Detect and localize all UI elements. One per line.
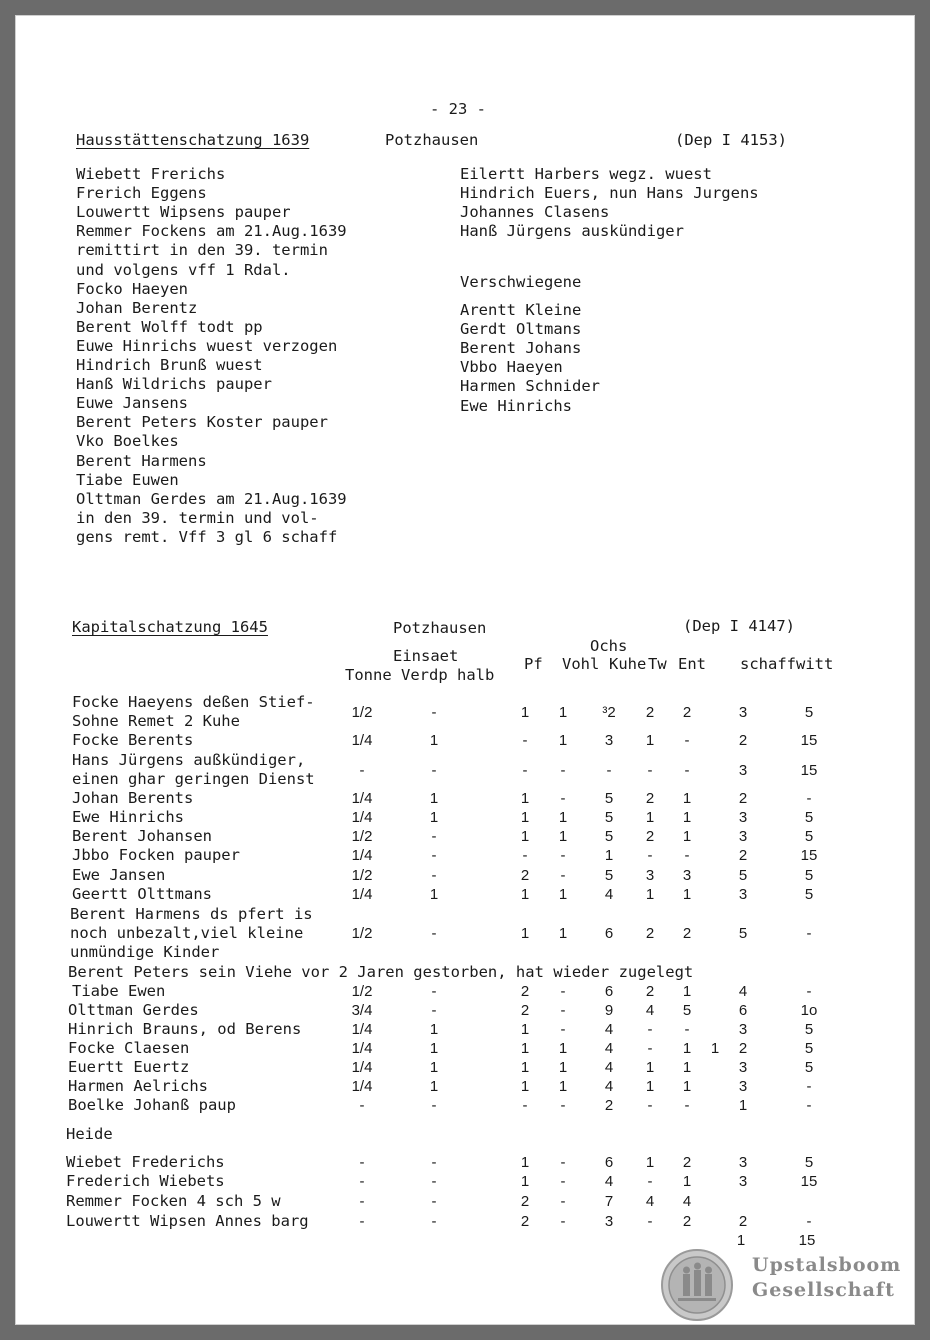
row-value: 2 bbox=[738, 790, 748, 807]
row-value: - bbox=[806, 1213, 812, 1230]
verschwiegene-line: Berent Johans bbox=[460, 339, 582, 358]
row-value: 1 bbox=[520, 1154, 530, 1171]
row-value: - bbox=[359, 1193, 365, 1210]
section1-left-line: und volgens vff 1 Rdal. bbox=[76, 260, 291, 279]
section1-ref: (Dep I 4153) bbox=[675, 131, 787, 149]
row-value: 3 bbox=[604, 732, 614, 749]
row-value: 1 bbox=[738, 1097, 748, 1114]
row-value: 6 bbox=[738, 1002, 748, 1019]
row-value: 1 bbox=[429, 732, 439, 749]
row-value: 2 bbox=[520, 867, 530, 884]
row-value: 1 bbox=[520, 925, 530, 943]
row-value: - bbox=[806, 925, 812, 943]
row-value: 1 bbox=[682, 1059, 692, 1076]
row-value: 1 bbox=[558, 1078, 568, 1095]
row-value: 1 bbox=[520, 1040, 530, 1057]
row-name-line: Jbbo Focken pauper bbox=[72, 846, 240, 864]
row-value: 1 bbox=[682, 809, 692, 826]
row-value: 3 bbox=[645, 867, 655, 884]
column-header-schaff: schaff bbox=[740, 655, 796, 673]
row-value: 1 bbox=[558, 1040, 568, 1057]
row-value: - bbox=[647, 761, 653, 779]
row-name-line: einen ghar geringen Dienst bbox=[72, 770, 315, 789]
row-value: 3 bbox=[738, 809, 748, 826]
row-value: 1 bbox=[645, 732, 655, 749]
row-value: - bbox=[431, 867, 437, 884]
section1-left-line: remittirt in den 39. termin bbox=[76, 241, 328, 260]
row-value: 2 bbox=[520, 1002, 530, 1019]
row-name-line: Berent Peters sein Viehe vor 2 Jaren gestorben, hat wieder zugelegt bbox=[68, 963, 694, 981]
row-value: 1 bbox=[682, 983, 692, 1000]
row-value: 15 bbox=[800, 847, 818, 864]
row-value: 4 bbox=[604, 1173, 614, 1190]
row-value: 1/4 bbox=[351, 1078, 373, 1095]
row-value: 5 bbox=[604, 790, 614, 807]
row-value: - bbox=[560, 867, 566, 884]
row-value: - bbox=[806, 983, 812, 1000]
row-value: - bbox=[806, 790, 812, 807]
row-value: 5 bbox=[738, 867, 748, 884]
section1-right-line: Johannes Clasens bbox=[460, 203, 610, 222]
row-value: 3 bbox=[604, 1213, 614, 1230]
section1-left-line: Berent Harmens bbox=[76, 451, 207, 470]
row-name-line: Berent Harmens ds pfert is bbox=[70, 905, 313, 923]
row-name-line: Remmer Focken 4 sch 5 w bbox=[66, 1192, 281, 1210]
section2-place: Potzhausen bbox=[393, 619, 487, 637]
row-value: - bbox=[647, 847, 653, 864]
row-value: 2 bbox=[682, 1213, 692, 1230]
row-value: - bbox=[606, 761, 612, 779]
row-value: 5 bbox=[804, 809, 814, 826]
row-name-line: Focke Claesen bbox=[68, 1039, 190, 1057]
section1-right-line: Eilertt Harbers wegz. wuest bbox=[460, 165, 712, 183]
row-value: - bbox=[522, 761, 528, 779]
row-value: 15 bbox=[800, 1173, 818, 1190]
row-value: - bbox=[431, 703, 437, 721]
row-value: 2 bbox=[604, 1097, 614, 1114]
row-value: - bbox=[560, 1097, 566, 1114]
row-value: 5 bbox=[682, 1002, 692, 1019]
row-value: 3 bbox=[738, 886, 748, 903]
row-value: 3 bbox=[738, 1154, 748, 1171]
row-value: 4 bbox=[604, 1021, 614, 1038]
row-value: 2 bbox=[645, 703, 655, 721]
column-header-witt: witt bbox=[796, 655, 834, 673]
row-value: - bbox=[431, 1213, 437, 1230]
row-value: - bbox=[359, 1173, 365, 1190]
row-value: - bbox=[522, 732, 528, 749]
row-value: - bbox=[522, 847, 528, 864]
row-value: 2 bbox=[645, 790, 655, 807]
row-value: 4 bbox=[682, 1193, 692, 1210]
row-value: 1 bbox=[429, 1040, 439, 1057]
row-value: 1 bbox=[520, 1078, 530, 1095]
section1-left-line: Hindrich Brunß wuest bbox=[76, 356, 263, 374]
row-name-line: Geertt Olttmans bbox=[72, 885, 212, 903]
row-value: 1 bbox=[429, 809, 439, 826]
row-value: 3 bbox=[738, 1078, 748, 1095]
verschwiegene-line: Arentt Kleine bbox=[460, 301, 582, 319]
section1-left-line: Hanß Wildrichs pauper bbox=[76, 375, 272, 394]
row-value: 9 bbox=[604, 1002, 614, 1019]
row-value: - bbox=[431, 1154, 437, 1171]
section1-left-line: Berent Wolff todt pp bbox=[76, 317, 263, 336]
row-value: - bbox=[647, 1097, 653, 1114]
row-value: 1 bbox=[645, 1059, 655, 1076]
row-value: 1/2 bbox=[351, 703, 373, 721]
header-ochs: Ochs bbox=[590, 637, 628, 655]
column-header-kuhe: Kuhe bbox=[609, 655, 647, 673]
row-name-line: Ewe Jansen bbox=[72, 866, 166, 884]
document-page bbox=[15, 15, 915, 1325]
row-value: 1 bbox=[520, 809, 530, 826]
logo-line2: Gesellschaft bbox=[752, 1279, 895, 1301]
section1-left-line: Vko Boelkes bbox=[76, 432, 179, 451]
logo-line1: Upstalsboom bbox=[752, 1254, 902, 1276]
row-value: 2 bbox=[520, 1193, 530, 1210]
section1-left-line: Berent Peters Koster pauper bbox=[76, 413, 328, 432]
row-value: 1 bbox=[604, 847, 614, 864]
row-value: 1 bbox=[520, 703, 530, 721]
row-value: 6 bbox=[604, 925, 614, 943]
row-value: - bbox=[359, 1213, 365, 1230]
verschwiegene-line: Harmen Schnider bbox=[460, 377, 600, 396]
row-value: 4 bbox=[738, 983, 748, 1000]
section1-left-line: Wiebett Frerichs bbox=[76, 165, 226, 183]
row-value: 3 bbox=[738, 1173, 748, 1190]
row-value: - bbox=[431, 847, 437, 864]
row-value: - bbox=[684, 732, 690, 749]
row-value: 1 bbox=[645, 809, 655, 826]
row-value: 1 bbox=[520, 828, 530, 845]
row-name-line: Sohne Remet 2 Kuhe bbox=[72, 712, 240, 731]
row-value: - bbox=[560, 1173, 566, 1190]
column-header-vohl: Vohl bbox=[562, 655, 600, 673]
row-value: 5 bbox=[804, 1040, 814, 1057]
row-name-line: Boelke Johanß paup bbox=[68, 1096, 236, 1114]
row-name-line: Hans Jürgens außkündiger, bbox=[72, 751, 306, 769]
row-value: 3 bbox=[682, 867, 692, 884]
row-value: 5 bbox=[804, 828, 814, 845]
row-name-line: Berent Johansen bbox=[72, 827, 212, 845]
row-value: 2 bbox=[738, 1213, 748, 1230]
row-value: 1 bbox=[429, 790, 439, 807]
row-value: - bbox=[431, 925, 437, 943]
row-value: 2 bbox=[682, 925, 692, 943]
row-value: ³2 bbox=[602, 703, 616, 721]
row-value: - bbox=[560, 983, 566, 1000]
row-value: 1 bbox=[520, 886, 530, 903]
row-value: - bbox=[522, 1097, 528, 1114]
row-name-line: Johan Berents bbox=[72, 789, 194, 807]
page-number: - 23 - bbox=[430, 100, 486, 118]
row-value: 1 bbox=[558, 1059, 568, 1076]
row-value: 5 bbox=[804, 867, 814, 884]
row-value: 1 bbox=[429, 1059, 439, 1076]
row-value: 1 bbox=[520, 1059, 530, 1076]
row-value: 5 bbox=[804, 703, 814, 721]
row-value: 1 bbox=[682, 828, 692, 845]
row-value: 1/4 bbox=[351, 847, 373, 864]
row-value: - bbox=[684, 1021, 690, 1038]
section1-left-line: gens remt. Vff 3 gl 6 schaff bbox=[76, 527, 338, 546]
section1-left-line: Tiabe Euwen bbox=[76, 470, 179, 489]
column-header-ent: Ent bbox=[678, 655, 706, 673]
header-einsaet: Einsaet bbox=[393, 647, 459, 665]
row-value: 1 bbox=[682, 790, 692, 807]
row-value: 5 bbox=[804, 1021, 814, 1038]
row-value: - bbox=[359, 1097, 365, 1114]
row-value: 7 bbox=[604, 1193, 614, 1210]
section1-left-line: Frerich Eggens bbox=[76, 184, 207, 203]
row-value: 1/4 bbox=[351, 886, 373, 903]
row-value: 1 bbox=[645, 1154, 655, 1171]
section2-ref: (Dep I 4147) bbox=[683, 617, 795, 635]
row-value: - bbox=[684, 847, 690, 864]
row-value: 1 bbox=[558, 886, 568, 903]
row-value: 1 bbox=[520, 1173, 530, 1190]
row-value: 6 bbox=[604, 983, 614, 1000]
row-value: - bbox=[647, 1040, 653, 1057]
row-name-line: Louwertt Wipsen Annes barg bbox=[66, 1212, 309, 1230]
section1-left-line: Johan Berentz bbox=[76, 298, 198, 317]
row-value: 3 bbox=[738, 761, 748, 779]
verschwiegene-title: Verschwiegene bbox=[460, 273, 582, 291]
row-value: 3 bbox=[738, 1059, 748, 1076]
row-value: 1 bbox=[520, 790, 530, 807]
row-value: - bbox=[431, 983, 437, 1000]
section1-right-line: Hanß Jürgens auskündiger bbox=[460, 222, 684, 241]
row-name-line: Frederich Wiebets bbox=[66, 1172, 225, 1190]
column-header-tw: Tw bbox=[648, 655, 667, 673]
row-value: 4 bbox=[645, 1002, 655, 1019]
row-value: 1 bbox=[645, 886, 655, 903]
row-value: 1 bbox=[682, 1040, 692, 1057]
row-value: - bbox=[431, 1097, 437, 1114]
row-value: - bbox=[806, 1078, 812, 1095]
row-value: - bbox=[647, 1021, 653, 1038]
row-value: 1/4 bbox=[351, 1059, 373, 1076]
section1-left-line: Focko Haeyen bbox=[76, 279, 188, 298]
row-value: 2 bbox=[738, 732, 748, 749]
row-value: - bbox=[431, 1173, 437, 1190]
row-value: 4 bbox=[604, 1040, 614, 1057]
section2-title: Kapitalschatzung 1645 bbox=[72, 618, 268, 636]
row-value: 2 bbox=[738, 1040, 748, 1057]
row-value: - bbox=[560, 1002, 566, 1019]
row-value: 2 bbox=[682, 703, 692, 721]
row-value: 3 bbox=[738, 703, 748, 721]
row-value: - bbox=[359, 1154, 365, 1171]
row-value: - bbox=[431, 828, 437, 845]
row-value: 2 bbox=[738, 847, 748, 864]
section1-left-line: in den 39. termin und vol- bbox=[76, 508, 319, 527]
row-extra-value: 1 bbox=[710, 1040, 720, 1057]
section1-right-line: Hindrich Euers, nun Hans Jurgens bbox=[460, 184, 759, 203]
row-value: 2 bbox=[645, 925, 655, 943]
row-value: 5 bbox=[804, 886, 814, 903]
row-value: 4 bbox=[604, 1059, 614, 1076]
row-value: 1 bbox=[429, 1078, 439, 1095]
row-value: - bbox=[431, 761, 437, 779]
section1-left-line: Euwe Hinrichs wuest verzogen bbox=[76, 336, 338, 355]
column-header-pf: Pf bbox=[524, 655, 543, 673]
row-name-line: Olttman Gerdes bbox=[68, 1001, 199, 1019]
row-value: - bbox=[560, 847, 566, 864]
row-value: 1/4 bbox=[351, 732, 373, 749]
row-value: 2 bbox=[682, 1154, 692, 1171]
upstalsboom-logo bbox=[660, 1248, 920, 1328]
row-value: 1 bbox=[429, 1021, 439, 1038]
row-value: 1 bbox=[682, 1078, 692, 1095]
row-value: 15 bbox=[800, 732, 818, 749]
row-value: 6 bbox=[604, 1154, 614, 1171]
row-name-line: noch unbezalt,viel kleine bbox=[70, 924, 304, 943]
verschwiegene-line: Ewe Hinrichs bbox=[460, 396, 572, 415]
row-value: 1 bbox=[558, 732, 568, 749]
row-value: 1o bbox=[800, 1002, 818, 1019]
row-value: 1/2 bbox=[351, 867, 373, 884]
row-value: - bbox=[647, 1213, 653, 1230]
row-name-line: Tiabe Ewen bbox=[72, 982, 166, 1000]
row-value: 1 bbox=[558, 828, 568, 845]
row-value: 5 bbox=[604, 809, 614, 826]
row-value: 3 bbox=[738, 828, 748, 845]
row-value: 1/2 bbox=[351, 828, 373, 845]
heide-title: Heide bbox=[66, 1125, 113, 1143]
row-name-line: Wiebet Frederichs bbox=[66, 1153, 225, 1171]
row-value: 2 bbox=[520, 1213, 530, 1230]
row-value: 5 bbox=[604, 828, 614, 845]
section1-title: Hausstättenschatzung 1639 bbox=[76, 131, 310, 149]
row-value: 1 bbox=[682, 1173, 692, 1190]
verschwiegene-line: Vbbo Haeyen bbox=[460, 358, 563, 377]
row-value: 2 bbox=[645, 828, 655, 845]
row-value: 1 bbox=[682, 886, 692, 903]
row-name-line: Focke Berents bbox=[72, 731, 194, 749]
row-value: 1 bbox=[645, 1078, 655, 1095]
row-name-line: Ewe Hinrichs bbox=[72, 808, 184, 826]
trailing-schaff: 1 bbox=[736, 1232, 746, 1249]
row-value: 5 bbox=[804, 1059, 814, 1076]
section1-left-line: Olttman Gerdes am 21.Aug.1639 bbox=[76, 489, 347, 508]
row-value: 1/2 bbox=[351, 983, 373, 1000]
row-value: 1 bbox=[520, 1021, 530, 1038]
row-value: 5 bbox=[738, 925, 748, 943]
row-value: 1/4 bbox=[351, 790, 373, 807]
row-value: 5 bbox=[804, 1154, 814, 1171]
row-value: - bbox=[359, 761, 365, 779]
row-value: - bbox=[560, 1154, 566, 1171]
row-value: - bbox=[560, 761, 566, 779]
row-value: 2 bbox=[520, 983, 530, 1000]
row-value: 1/4 bbox=[351, 1021, 373, 1038]
header-tonne-verdp-halb: Tonne Verdp halb bbox=[345, 666, 495, 684]
row-value: 1/4 bbox=[351, 1040, 373, 1057]
row-value: - bbox=[684, 1097, 690, 1114]
row-value: 3 bbox=[738, 1021, 748, 1038]
row-name-line: Harmen Aelrichs bbox=[68, 1077, 208, 1095]
row-value: - bbox=[560, 790, 566, 807]
verschwiegene-line: Gerdt Oltmans bbox=[460, 320, 582, 339]
row-value: 4 bbox=[645, 1193, 655, 1210]
row-value: 1 bbox=[429, 886, 439, 903]
row-value: - bbox=[431, 1002, 437, 1019]
row-value: 2 bbox=[645, 983, 655, 1000]
row-value: 4 bbox=[604, 1078, 614, 1095]
row-name-line: Euertt Euertz bbox=[68, 1058, 190, 1076]
row-value: - bbox=[431, 1193, 437, 1210]
row-value: 15 bbox=[800, 761, 818, 779]
seal-icon bbox=[660, 1248, 734, 1322]
row-value: - bbox=[806, 1097, 812, 1114]
row-value: - bbox=[684, 761, 690, 779]
row-value: - bbox=[560, 1213, 566, 1230]
section1-left-line: Louwertt Wipsens pauper bbox=[76, 203, 291, 222]
row-name-line: Hinrich Brauns, od Berens bbox=[68, 1020, 302, 1038]
row-value: 1/2 bbox=[351, 925, 373, 943]
row-value: - bbox=[647, 1173, 653, 1190]
row-value: 1 bbox=[558, 809, 568, 826]
row-value: 3/4 bbox=[351, 1002, 373, 1019]
trailing-witt: 15 bbox=[798, 1232, 816, 1249]
section1-left-line: Remmer Fockens am 21.Aug.1639 bbox=[76, 222, 347, 241]
row-name-line: unmündige Kinder bbox=[70, 943, 220, 962]
row-name-line: Focke Haeyens deßen Stief- bbox=[72, 693, 315, 711]
row-value: 5 bbox=[604, 867, 614, 884]
section1-place: Potzhausen bbox=[385, 131, 479, 149]
row-value: - bbox=[560, 1021, 566, 1038]
row-value: - bbox=[560, 1193, 566, 1210]
row-value: 1 bbox=[558, 703, 568, 721]
row-value: 4 bbox=[604, 886, 614, 903]
row-value: 1 bbox=[558, 925, 568, 943]
section1-left-line: Euwe Jansens bbox=[76, 394, 188, 413]
row-value: 1/4 bbox=[351, 809, 373, 826]
